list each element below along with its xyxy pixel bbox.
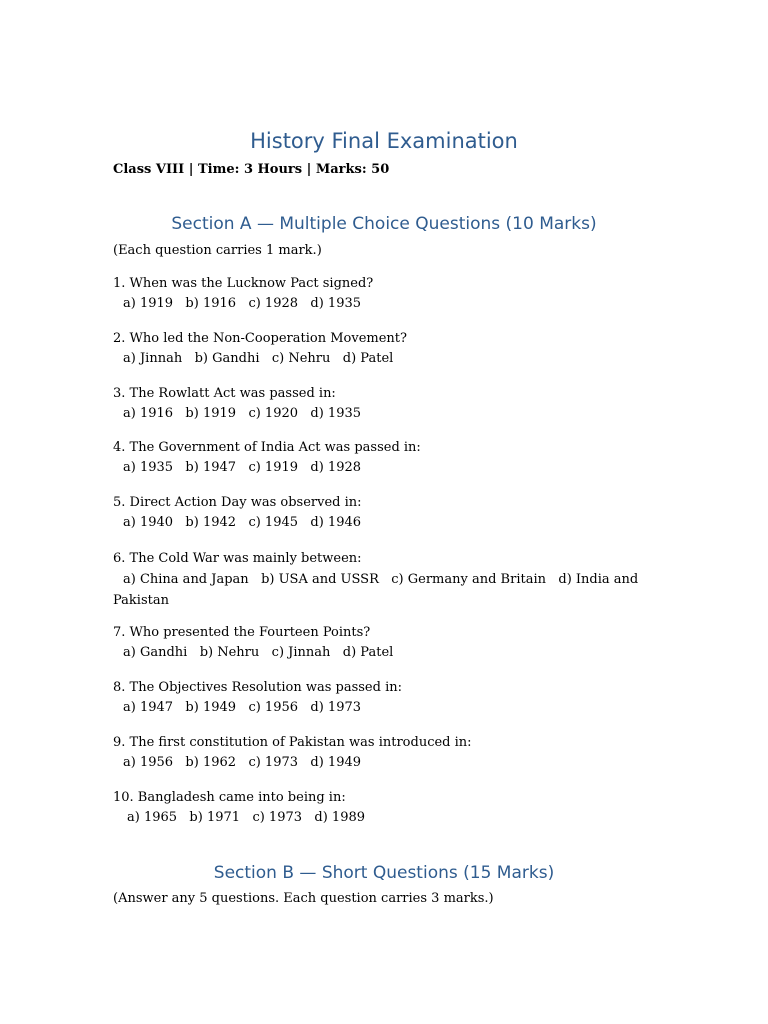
question-6 (113, 548, 643, 611)
question-5 (113, 493, 643, 533)
question-options: a) China and Japan b) USA and USSR c) Germany and Britain d) India and Pakistan (113, 572, 643, 608)
section-b-heading: Section B — Short Questions (15 Marks) (213, 863, 555, 883)
question-stem: 9. The first constitution of Pakistan was introduced in: (113, 735, 472, 750)
section-a-heading: Section A — Multiple Choice Questions (10 Marks) (171, 214, 597, 234)
question-stem: 6. The Cold War was mainly between: (113, 551, 362, 566)
question-stem: 3. The Rowlatt Act was passed in: (113, 386, 336, 401)
question-8 (113, 678, 643, 718)
question-options: a) 1919 b) 1916 c) 1928 d) 1935 (123, 296, 362, 311)
question-options: a) 1916 b) 1919 c) 1920 d) 1935 (123, 406, 362, 421)
section-b-note: (Answer any 5 questions. Each question carries 3 marks.) (113, 891, 494, 906)
exam-meta: Class VIII | Time: 3 Hours | Marks: 50 (113, 162, 390, 177)
question-options: a) Gandhi b) Nehru c) Jinnah d) Patel (123, 645, 394, 660)
question-stem: 2. Who led the Non-Cooperation Movement? (113, 331, 407, 346)
question-stem: 7. Who presented the Fourteen Points? (113, 625, 371, 640)
question-2 (113, 329, 643, 369)
question-9 (113, 733, 643, 773)
question-options: a) 1947 b) 1949 c) 1956 d) 1973 (123, 700, 362, 715)
question-4 (113, 438, 643, 478)
question-stem: 8. The Objectives Resolution was passed in: (113, 680, 402, 695)
question-options: a) 1940 b) 1942 c) 1945 d) 1946 (123, 515, 362, 530)
question-7 (113, 623, 643, 663)
question-stem: 1. When was the Lucknow Pact signed? (113, 276, 374, 291)
page-title: History Final Examination (250, 129, 518, 153)
question-options: a) 1965 b) 1971 c) 1973 d) 1989 (127, 810, 366, 825)
question-1 (113, 274, 643, 314)
question-3 (113, 384, 643, 424)
question-options: a) 1956 b) 1962 c) 1973 d) 1949 (123, 755, 362, 770)
question-stem: 4. The Government of India Act was passed in: (113, 440, 421, 455)
question-stem: 10. Bangladesh came into being in: (113, 790, 346, 805)
section-a-note: (Each question carries 1 mark.) (113, 243, 322, 258)
question-10 (113, 788, 643, 828)
question-options: a) Jinnah b) Gandhi c) Nehru d) Patel (123, 351, 394, 366)
question-stem: 5. Direct Action Day was observed in: (113, 495, 362, 510)
question-options: a) 1935 b) 1947 c) 1919 d) 1928 (123, 460, 362, 475)
